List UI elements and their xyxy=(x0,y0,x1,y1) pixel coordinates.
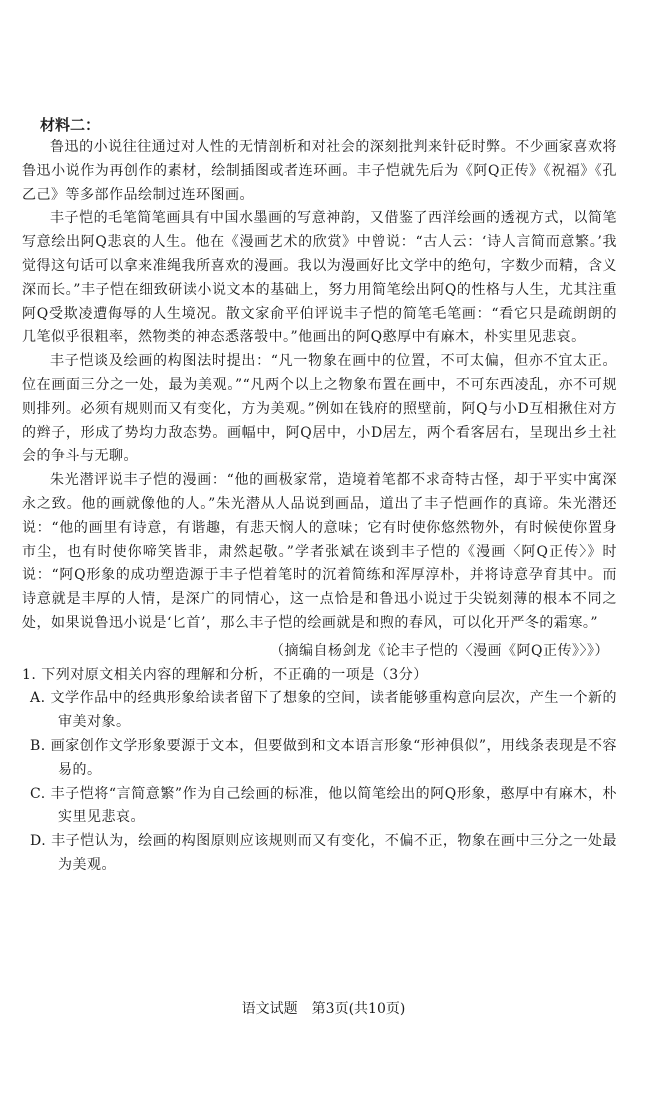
paragraph-4: 朱光潜评说丰子恺的漫画：“他的画极家常，造境着笔都不求奇特古怪，却于平实中寓深永之致。他的画就像他的人。”朱光潜从人品说到画品，道出了丰子恺画作的真谛。朱光潜还说：“他的画里有诗意，有谐趣，有悲天悯人的意味；它有时使你悠然物外，有时候使你置身市尘，也有时使你啼笑皆非，肃然起敬。”学者张斌在谈到丰子恺的《漫画〈阿Q正传〉》时说：“阿Q形象的成功塑造源于丰子恺着笔时的沉着简练和浑厚淳朴，并将诗意孕育其中。而诗意就是丰厚的人情，是深广的同情心，这一点恰是和鲁迅小说过于尖锐刻薄的根本不同之处，如果说鲁迅小说是‘匕首’，那么丰子恺的绘画就是和煦的春风，可以化开严冬的霜寒。” xyxy=(22,472,617,631)
option-a: A. 文学作品中的经典形象给读者留下了想象的空间，读者能够重构意向层次，产生一个新的审美对象。 xyxy=(30,690,617,731)
paragraph-3: 丰子恺谈及绘画的构图法时提出：“凡一物象在画中的位置，不可太偏，但亦不宜太正。位在画面三分之一处，最为美观。”“凡两个以上之物象布置在画中，不可东西凌乱，亦不可规则排列。必须有规则而又有变化，方为美观。”例如在钱府的照壁前，阿Q与小D互相揪住对方的辫子，形成了势均力敌态势。画幅中，阿Q居中，小D居左，两个看客居右，呈现出乡土社会的争斗与无聊。 xyxy=(22,353,617,465)
option-d: D. 丰子恺认为，绘画的构图原则应该规则而又有变化，不偏不正，物象在画中三分之一处最为美观。 xyxy=(30,833,617,873)
page-footer: 语文试题 第3页(共10页) xyxy=(241,1001,406,1017)
paragraph-1: 鲁迅的小说往往通过对人性的无情剖析和对社会的深刻批判来针砭时弊。不少画家喜欢将鲁迅小说作为再创作的素材，绘制插图或者连环画。丰子恺就先后为《阿Q正传》《祝福》《孔乙己》等多部作品绘制过连环图画。 xyxy=(22,139,617,203)
question-block xyxy=(22,664,617,878)
question-stem: 1. 下列对原文相关内容的理解和分析，不正确的一项是（3分） xyxy=(22,666,428,683)
section-title: 材料二： xyxy=(40,116,101,134)
article-body xyxy=(22,136,617,878)
source-citation: （摘编自杨剑龙《论丰子恺的〈漫画《阿Q正传》〉》） xyxy=(270,642,609,659)
paragraph-2: 丰子恺的毛笔简笔画具有中国水墨画的写意神韵，又借鉴了西洋绘画的透视方式，以简笔写意绘出阿Q悲哀的人生。他在《漫画艺术的欣赏》中曾说：“古人云：‘诗人言简而意繁。’我觉得这句话可以拿来准绳我所喜欢的漫画。我以为漫画好比文学中的绝句，字数少而精，含义深而长。”丰子恺在细致研读小说文本的基础上，努力用简笔绘出阿Q的性格与人生，尤其注重阿Q受欺凌遭侮辱的人生境况。散文家俞平伯评说丰子恺的简笔毛笔画：“看它只是疏朗朗的几笔似乎很粗率，然物类的神态悉落彀中。”他画出的阿Q憨厚中有麻木，朴实里见悲哀。 xyxy=(22,210,617,346)
option-c: C. 丰子恺将“言简意繁”作为自己绘画的标准，他以简笔绘出的阿Q形象，憨厚中有麻木，朴实里见悲哀。 xyxy=(30,785,617,826)
option-b: B. 画家创作文学形象要源于文本，但要做到和文本语言形象“形神俱似”，用线条表现是不容易的。 xyxy=(30,737,618,778)
